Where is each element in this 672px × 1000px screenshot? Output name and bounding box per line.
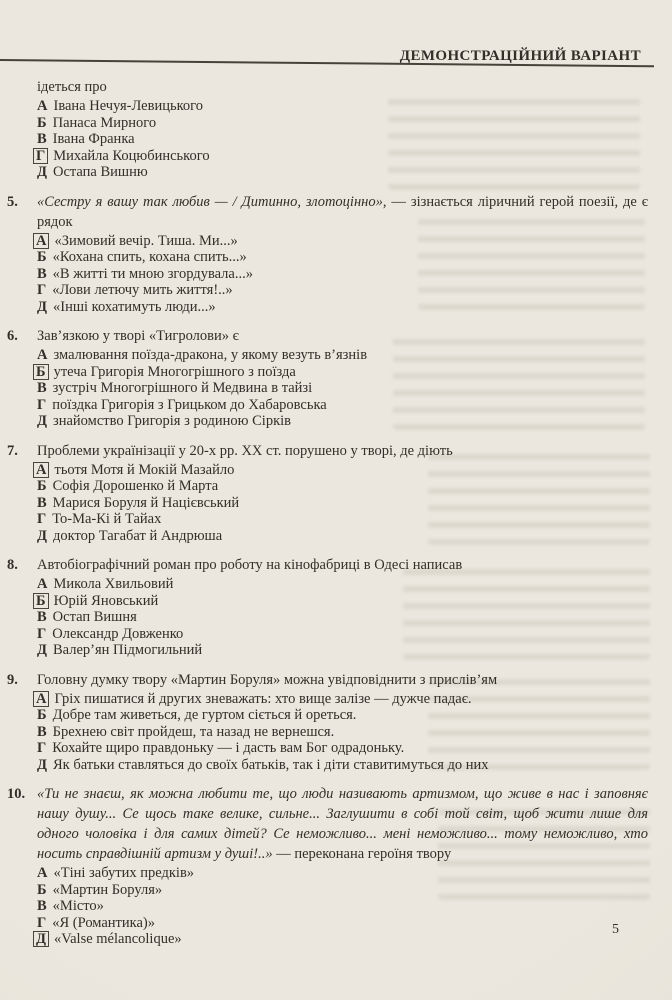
question-block — [0, 670, 648, 774]
answer-option — [37, 576, 648, 593]
running-head-title: ДЕМОНСТРАЦІЙНИЙ ВАРІАНТ — [399, 48, 641, 64]
answer-letter: Г — [37, 625, 47, 642]
answer-option — [37, 691, 648, 708]
answer-option — [37, 511, 648, 528]
answer-option — [37, 413, 648, 430]
answer-option — [37, 626, 648, 643]
answer-options — [37, 98, 648, 181]
answer-option — [37, 98, 648, 115]
answer-options — [37, 576, 648, 659]
answer-option — [37, 724, 648, 741]
question-block — [0, 192, 648, 316]
prompt-quote: «Сестру я вашу так любив — / Дитинно, злотоцінно» — [37, 193, 383, 210]
answer-option — [37, 347, 648, 364]
answer-letter: Д — [37, 642, 47, 658]
prompt-quote: «Ти не знаєш, як можна любити те, що люди називають артизмом, що живе в нас і заповняє нашу душу... Се щось таке велике, сильне... Заглушити в собі той світ, щоб жити лише для одного чоловіка і для самих дітей? Се неможливо... мені неможливо... тому неможливо, хто носить справдішній артизм у душі!..» — [37, 786, 648, 862]
question-number: 9. — [7, 671, 18, 688]
answer-option — [37, 164, 648, 181]
answer-text: Панаса Мирного — [52, 114, 157, 131]
answer-letter: А — [37, 98, 48, 114]
answer-text: Валер’ян Підмогильний — [52, 642, 203, 658]
question-number: 10. — [7, 786, 26, 802]
answer-options — [37, 691, 648, 774]
answer-option — [37, 882, 648, 899]
answer-text: «Мартин Боруля» — [52, 881, 163, 898]
answer-text: То-Ма-Кі й Тайах — [52, 511, 162, 527]
answer-option — [37, 131, 648, 148]
question-prompt — [37, 670, 648, 690]
answer-option — [37, 593, 648, 610]
answer-letter: Д — [37, 756, 47, 773]
answer-option — [37, 915, 648, 932]
answer-text: знайомство Григорія з родиною Сірків — [52, 413, 292, 429]
answer-letter: В — [37, 723, 47, 740]
question-block — [0, 326, 648, 430]
answer-option — [37, 898, 648, 915]
question-prompt — [37, 326, 648, 346]
answer-option — [37, 397, 648, 414]
answer-text: зустріч Многогрішного й Медвина в тайзі — [52, 380, 313, 396]
answer-text: «Місто» — [52, 898, 104, 914]
answer-text: Юрій Яновський — [53, 592, 159, 609]
answer-letter: В — [37, 380, 47, 396]
answer-text: поїздка Григорія з Грицьком до Хабаровська — [52, 396, 327, 413]
answer-text: «Зимовий вечір. Тиша. Ми...» — [54, 232, 238, 249]
answer-option — [37, 115, 648, 132]
answer-option — [37, 757, 648, 774]
question-number: 5. — [7, 193, 18, 210]
answer-option — [37, 642, 648, 659]
answer-options — [37, 347, 648, 430]
answer-options — [37, 462, 648, 545]
answer-letter: А — [37, 576, 48, 592]
answer-letter: Д — [37, 298, 47, 315]
answer-letter-boxed: Б — [33, 593, 49, 609]
answer-text: «Інші кохатимуть люди...» — [52, 298, 216, 315]
answer-text: Брехнею світ пройдеш, та назад не вернешся. — [52, 723, 335, 740]
answer-text: Івана Нечуя-Левицького — [53, 98, 203, 114]
answer-option — [37, 364, 648, 381]
answer-text: «Valse mélancolique» — [53, 931, 182, 947]
answer-option — [37, 528, 648, 545]
answer-text: Софія Дорошенко й Марта — [52, 478, 219, 494]
answer-letter: Г — [37, 740, 47, 756]
answer-letter: Д — [37, 527, 47, 544]
answer-letter: В — [37, 898, 47, 914]
answer-letter: А — [37, 347, 48, 363]
answer-letter: Б — [37, 114, 47, 131]
answer-option — [37, 609, 648, 626]
answer-option — [37, 478, 648, 495]
answer-letter-boxed: А — [33, 233, 49, 249]
question-number: 6. — [7, 328, 18, 344]
answer-text: Добре там живеться, де гуртом сіється й ореться. — [52, 707, 357, 723]
prompt-text: , — зізнається ліричний герой поезії, де є рядок — [37, 193, 648, 230]
answer-letter: Г — [37, 511, 47, 527]
answer-letter: Д — [37, 413, 47, 429]
answer-letter: Д — [37, 164, 47, 180]
answer-letter: В — [37, 609, 47, 625]
question-block — [0, 555, 648, 659]
question-prompt — [37, 441, 648, 461]
answer-text: Михайла Коцюбинського — [53, 147, 210, 164]
answer-option — [37, 249, 648, 266]
page-number: 5 — [612, 922, 619, 937]
answer-option — [37, 865, 648, 882]
answer-letter: Г — [37, 282, 47, 298]
answer-letter: Б — [37, 478, 47, 494]
answer-option — [37, 148, 648, 165]
answer-text: доктор Тагабат й Андрюша — [52, 527, 223, 544]
answer-letter: Б — [37, 707, 47, 723]
answer-text: змалювання поїзда-дракона, у якому везуть в’язнів — [53, 347, 368, 363]
question-prompt — [37, 784, 648, 864]
answer-option — [37, 233, 648, 250]
answer-text: Остапа Вишню — [52, 164, 148, 180]
answer-text: «Я (Романтика)» — [52, 914, 155, 931]
answer-letter: Г — [37, 914, 47, 931]
continuation-lead: ідеться про — [37, 79, 107, 95]
answer-text: утеча Григорія Многогрішного з поїзда — [53, 363, 296, 380]
question-prompt — [37, 192, 648, 232]
question-block — [0, 784, 648, 948]
answer-letter-boxed: А — [33, 462, 49, 478]
answer-text: Гріх пишатися й других зневажать: хто вище залізе — дужче падає. — [54, 690, 472, 707]
answer-option — [37, 266, 648, 283]
answer-letter-boxed: А — [33, 691, 49, 707]
answer-text: Як батьки ставляться до своїх батьків, так і діти ставитимуться до них — [52, 756, 489, 773]
answer-option — [37, 299, 648, 316]
continuation-question — [0, 78, 648, 181]
prompt-text: Проблеми українізації у 20-х рр. ХХ ст. порушено у творі, де діють — [37, 442, 453, 459]
answer-option — [37, 740, 648, 757]
questions-column — [0, 78, 648, 959]
answer-letter: В — [37, 494, 47, 511]
answer-text: «Тіні забутих предків» — [53, 865, 195, 881]
answer-text: «Кохана спить, кохана спить...» — [52, 249, 247, 265]
prompt-text: Автобіографічний роман про роботу на кінофабриці в Одесі написав — [37, 557, 463, 573]
prompt-text: — переконана героїня твору — [272, 846, 452, 862]
question-prompt — [37, 555, 648, 575]
answer-text: Олександр Довженко — [52, 625, 184, 642]
answer-option — [37, 495, 648, 512]
prompt-text: Зав’язкою у творі «Тигролови» є — [37, 328, 239, 344]
answer-letter: В — [37, 265, 47, 282]
answer-text: Кохайте щиро правдоньку — і дасть вам Бог одрадоньку. — [52, 740, 405, 756]
answer-letter: А — [37, 865, 48, 881]
answer-letter: Г — [37, 396, 47, 413]
question-number: 7. — [7, 442, 18, 459]
answer-option — [37, 380, 648, 397]
answer-text: Микола Хвильовий — [53, 576, 174, 592]
answer-option — [37, 462, 648, 479]
answer-text: «В житті ти мною згордувала...» — [52, 265, 253, 282]
answer-text: Марися Боруля й Націєвський — [52, 494, 240, 511]
question-number: 8. — [7, 557, 18, 573]
question-block — [0, 441, 648, 545]
answer-text: тьотя Мотя й Мокій Мазайло — [54, 461, 235, 478]
answer-letter-boxed: Б — [33, 364, 49, 380]
prompt-text: Головну думку твору «Мартин Боруля» можна увідповіднити з прислів’ям — [37, 671, 498, 688]
answer-option — [37, 931, 648, 948]
answer-text: «Лови летючу мить життя!..» — [52, 282, 233, 298]
answer-options — [37, 233, 648, 316]
answer-letter-boxed: Д — [33, 931, 49, 947]
answer-letter: Б — [37, 249, 47, 265]
answer-letter: В — [37, 131, 47, 147]
answer-options — [37, 865, 648, 948]
answer-option — [37, 282, 648, 299]
answer-text: Івана Франка — [52, 131, 135, 147]
answer-letter: Б — [37, 881, 47, 898]
answer-text: Остап Вишня — [52, 609, 137, 625]
answer-letter-boxed: Г — [33, 148, 48, 164]
answer-option — [37, 707, 648, 724]
